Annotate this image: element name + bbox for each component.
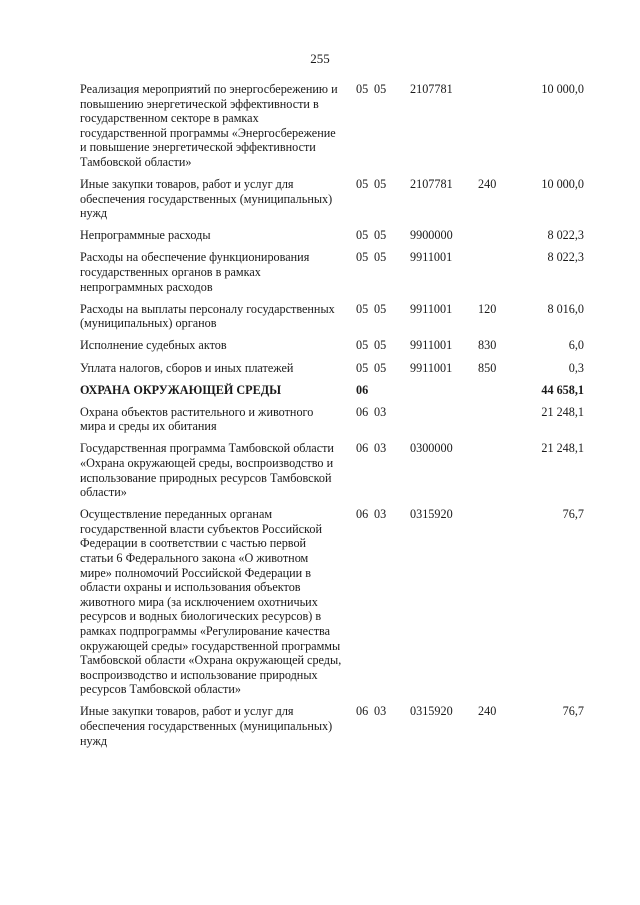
row-subsection: 05	[374, 82, 387, 96]
row-section: 05	[356, 177, 369, 192]
row-amount: 6,0	[568, 338, 584, 353]
table-row	[0, 507, 640, 697]
row-name: Государственная программа Тамбовской области «Охрана окружающей среды, воспроизводство и использование природных ресурсов Тамбовской области»	[80, 441, 334, 500]
row-name: Охрана объектов растительного и животного мира и среды их обитания	[80, 404, 314, 434]
row-subsection: 03	[374, 404, 387, 419]
row-name: Иные закупки товаров, работ и услуг для обеспечения государственных (муниципальных) нужд	[80, 177, 333, 221]
row-name: Иные закупки товаров, работ и услуг для обеспечения государственных (муниципальных) нужд	[80, 704, 333, 748]
row-code: 2107781	[410, 177, 453, 192]
table-row	[0, 82, 640, 170]
row-code: 9900000	[410, 228, 453, 243]
row-code: 9911001	[410, 301, 453, 316]
row-section: 05	[356, 228, 369, 243]
row-vr: 830	[478, 338, 497, 353]
row-section: 06	[356, 704, 369, 719]
table-row	[0, 338, 640, 353]
section-header-row	[0, 383, 640, 398]
row-code: 0315920	[410, 704, 453, 719]
row-vr: 240	[478, 704, 497, 719]
budget-table	[0, 82, 640, 756]
row-subsection: 05	[374, 177, 387, 192]
row-amount: 10 000,0	[541, 177, 584, 192]
table-row	[0, 405, 640, 434]
row-section: 06	[356, 441, 369, 456]
row-vr: 120	[478, 301, 497, 316]
row-subsection: 05	[374, 338, 387, 353]
table-row	[0, 228, 640, 243]
table-row	[0, 177, 640, 221]
row-name: Осуществление переданных органам государственной власти субъектов Российской Федерации в соответствии с частью первой статьи 6 Федерального закона «О животном мире» полномочий Российской Федерации в области охраны и использования объектов животного мира (за исключением охотничьих ресурсов и водных биологических ресурсов) в рамках подпрограммы «Регулирование качества окружающей среды» государственной программы Тамбовской области «Охрана окружающей среды, воспроизводство и использование природных ресурсов Тамбовской области»	[80, 507, 342, 697]
row-name: Исполнение судебных актов	[80, 338, 227, 353]
row-section: 05	[356, 82, 369, 96]
table-row	[0, 361, 640, 376]
row-amount: 0,3	[568, 360, 584, 375]
row-section: 05	[356, 338, 369, 353]
row-code: 9911001	[410, 250, 453, 265]
row-amount: 44 658,1	[541, 382, 584, 397]
row-code: 9911001	[410, 360, 453, 375]
row-name: Непрограммные расходы	[80, 228, 211, 243]
table-row	[0, 441, 640, 499]
row-name: Расходы на обеспечение функционирования государственных органов в рамках непрограммных расходов	[80, 250, 310, 294]
row-name: Расходы на выплаты персоналу государственных (муниципальных) органов	[80, 301, 335, 331]
row-vr: 850	[478, 360, 497, 375]
row-subsection: 03	[374, 507, 387, 522]
row-subsection: 03	[374, 441, 387, 456]
table-row	[0, 250, 640, 294]
row-section: 05	[356, 301, 369, 316]
row-code: 0315920	[410, 507, 453, 522]
row-subsection: 03	[374, 704, 387, 719]
table-row	[0, 302, 640, 331]
row-subsection: 05	[374, 360, 387, 375]
row-amount: 10 000,0	[541, 82, 584, 96]
row-code: 0300000	[410, 441, 453, 456]
row-code: 2107781	[410, 82, 453, 96]
table-row	[0, 704, 640, 748]
row-name: Реализация мероприятий по энергосбережению и повышению энергетической эффективности в государственном секторе в рамках государственной программы «Энергосбережение и повышение энергетической эффективности Тамбовской области»	[80, 82, 338, 169]
row-amount: 76,7	[562, 704, 584, 719]
row-subsection: 05	[374, 301, 387, 316]
row-vr: 240	[478, 177, 497, 192]
row-amount: 8 022,3	[547, 250, 584, 265]
row-amount: 8 022,3	[547, 228, 584, 243]
row-section: 06	[356, 404, 369, 419]
row-amount: 21 248,1	[541, 441, 584, 456]
row-section: 05	[356, 360, 369, 375]
row-subsection: 05	[374, 228, 387, 243]
page-number: 255	[310, 51, 330, 66]
row-section: 06	[356, 382, 369, 397]
row-amount: 76,7	[562, 507, 584, 522]
row-subsection: 05	[374, 250, 387, 265]
row-amount: 21 248,1	[541, 404, 584, 419]
row-name: Уплата налогов, сборов и иных платежей	[80, 360, 294, 375]
row-section: 06	[356, 507, 369, 522]
row-code: 9911001	[410, 338, 453, 353]
row-section: 05	[356, 250, 369, 265]
row-amount: 8 016,0	[547, 301, 584, 316]
row-name: ОХРАНА ОКРУЖАЮЩЕЙ СРЕДЫ	[80, 382, 282, 397]
